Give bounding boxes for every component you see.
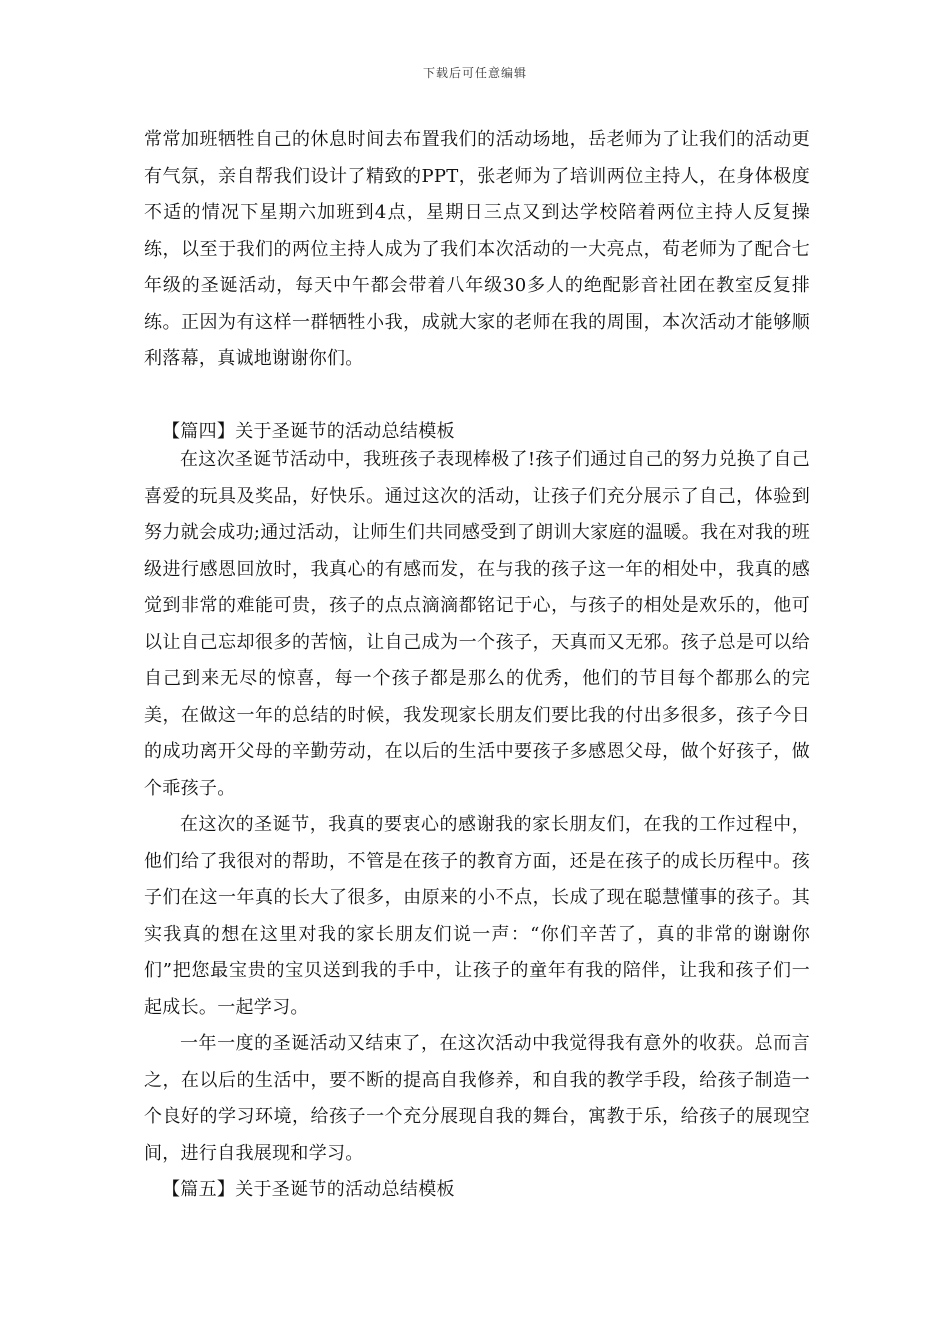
section-heading-4: 【篇四】关于圣诞节的活动总结模板	[162, 420, 455, 442]
section-gap	[144, 378, 810, 414]
paragraph-3: 一年一度的圣诞活动又结束了，在这次活动中我觉得我有意外的收获。总而言之，在以后的生活中，要不断的提高自我修养，和自我的教学手段，给孩子制造一个良好的学习环境，给孩子一个充分展现自我的舞台，寓教于乐，给孩子的展现空间，进行自我展现和学习。	[144, 1033, 810, 1164]
page-header: 下载后可任意编辑	[422, 66, 527, 80]
document-body	[144, 122, 810, 1209]
paragraph-1: 在这次圣诞节活动中，我班孩子表现棒极了!孩子们通过自己的努力兑换了自己喜爱的玩具及奖品，好快乐。通过这次的活动，让孩子们充分展示了自己，体验到努力就会成功;通过活动，让师生们共同感受到了朗训大家庭的温暖。我在对我的班级进行感恩回放时，我真心的有感而发，在与我的孩子这一年的相处中，我真的感觉到非常的难能可贵，孩子的点点滴滴都铭记于心，与孩子的相处是欢乐的，他可以让自己忘却很多的苦恼，让自己成为一个孩子，天真而又无邪。孩子总是可以给自己到来无尽的惊喜，每一个孩子都是那么的优秀，他们的节目每个都那么的完美，在做这一年的总结的时候，我发现家长朋友们要比我的付出多很多，孩子今日的成功离开父母的辛勤劳动，在以后的生活中要孩子多感恩父母，做个好孩子，做个乖孩子。	[144, 449, 810, 799]
section-heading-5: 【篇五】关于圣诞节的活动总结模板	[162, 1179, 455, 1200]
paragraph-2: 在这次的圣诞节，我真的要衷心的感谢我的家长朋友们，在我的工作过程中，他们给了我很对的帮助，不管是在孩子的教育方面，还是在孩子的成长历程中。孩子们在这一年真的长大了很多，由原来的小不点，长成了现在聪慧懂事的孩子。其实我真的想在这里对我的家长朋友们说一声：“你们辛苦了，真的非常的谢谢你们”把您最宝贵的宝贝送到我的手中，让孩子的童年有我的陪伴，让我和孩子们一起成长。一起学习。	[144, 814, 810, 1018]
paragraph-continued: 常常加班牺牲自己的休息时间去布置我们的活动场地，岳老师为了让我们的活动更有气氛，亲自帮我们设计了精致的PPT，张老师为了培训两位主持人，在身体极度不适的情况下星期六加班到4点，星期日三点又到达学校陪着两位主持人反复操练，以至于我们的两位主持人成为了我们本次活动的一大亮点，荀老师为了配合七年级的圣诞活动，每天中午都会带着八年级30多人的绝配影音社团在教室反复排练。正因为有这样一群牺牲小我，成就大家的老师在我的周围，本次活动才能够顺利落幕，真诚地谢谢你们。	[144, 129, 810, 369]
